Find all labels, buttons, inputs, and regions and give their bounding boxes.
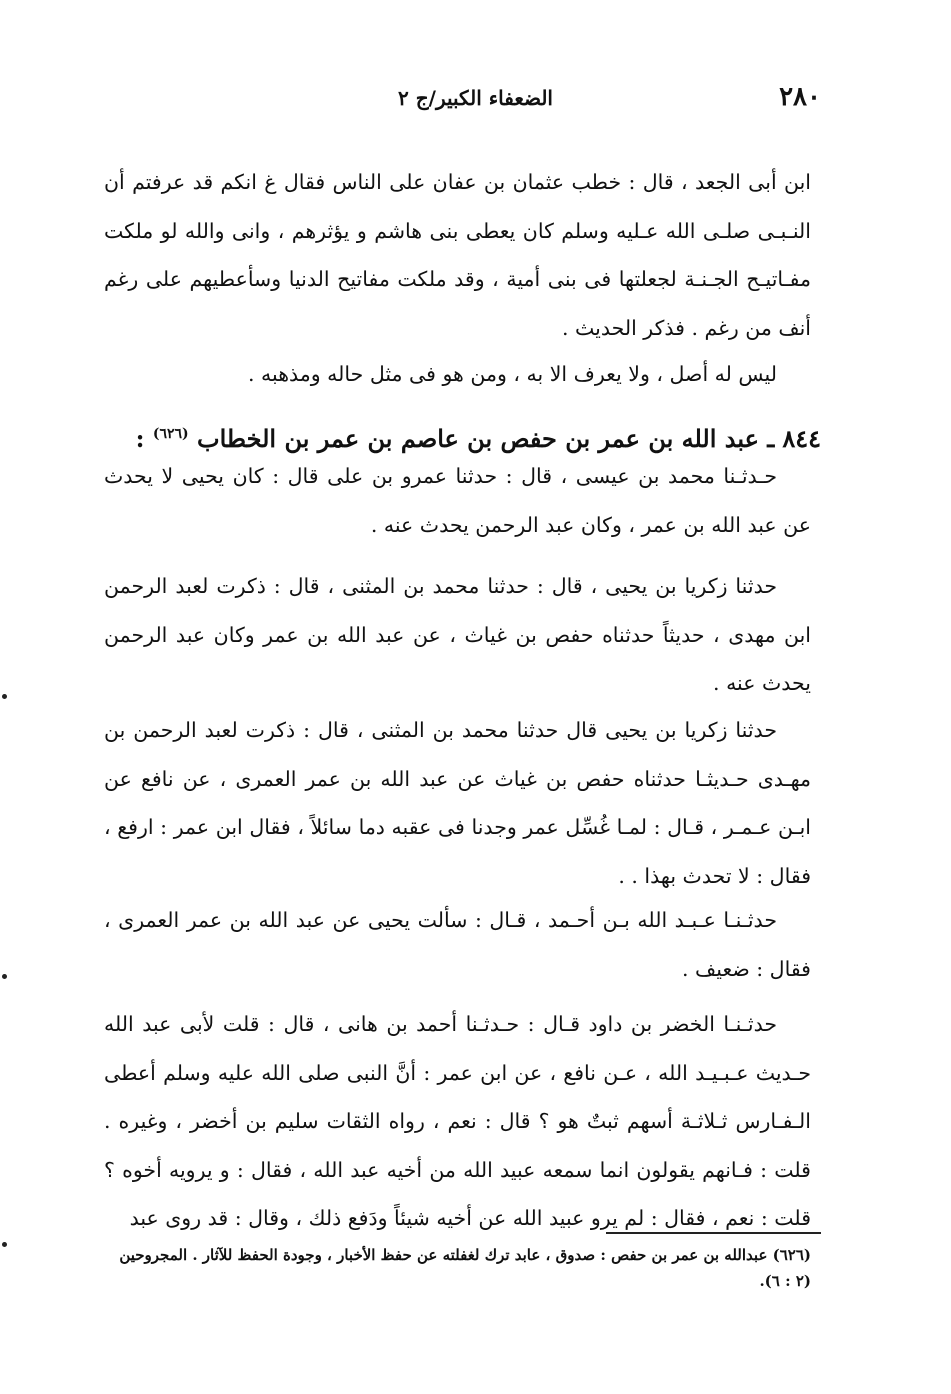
scan-mark [2, 1242, 7, 1247]
narration-3: حدثنا زكريا بن يحيى قال حدثنا محمد بن المثنى ، قال : ذكرت لعبد الرحمن بن مهـدى حـديثـا حدثناه حفص بن غياث عن عبد الله بن عمر العمرى ، عن نافع عن ابـن عـمـر ، قـال : لمـا غُسِّل عمر وجدنا فى عقبه دما سائلاً ، فقال ابن عمر : ارفع ، فقال : لا تحدث بهذا . . [104, 718, 811, 888]
entry-number: ٨٤٤ [782, 424, 821, 453]
entry-colon: : [135, 424, 145, 453]
footnote: (٦٢٦) عبدالله بن عمر بن حفص : صدوق ، عابد ترك لغفلته عن حفظ الأخبار ، وجودة الحفظ للآثار . المجروحين (٢ : ٦). [119, 1246, 811, 1290]
entry-title: ـ عبد الله بن عمر بن حفص بن عاصم بن عمر بن الخطاب [197, 424, 775, 453]
paragraph-intro: ابن أبى الجعد ، قال : خطب عثمان بن عفان على الناس فقال غ انكم قد عرفتم أن النـبـى صلـى الله عـليه وسلم كان يعطى بنى هاشم و يؤثرهم ، وانى والله لو ملكت مفـاتيـح الجـنـة لجعلتها فى بنى أمية ، وقد ملكت مفاتيح الدنيا وسأعطيهم على رغم أنف من رغم . فذكر الحديث . [104, 170, 811, 340]
footnote-reference: (٦٢٦) [152, 426, 189, 442]
narration-5: حدثـنـا الخضر بن داود قـال : حـدثـنا أحمد بن هانى ، قال : قلت لأبى عبد الله حـديث عـبـيـد الله ، عـن نافع ، عن ابن عمر : أنَّ النبى صلى الله عليه وسلم أعطى الـفـارس ثـلاثـة أسهم ثبتٌ هو ؟ قال : نعم ، رواه الثقات سليم بن أخضر ، وغيره . قلت : فـانهم يقولون انما سمعه عبيد الله من أخيه عبد الله ، فقال : و يرويه أخوه ؟ قلت : نعم ، فقال : لم يرو عبيد الله عن أخيه شيئاً ودَفع ذلك ، وقال : قد روى عبد [104, 1012, 811, 1230]
narration-2: حدثنا زكريا بن يحيى ، قال : حدثنا محمد بن المثنى ، قال : ذكرت لعبد الرحمن ابن مهدى ، حديثاً حدثناه حفص بن غياث ، عن عبد الله بن عمر وكان عبد الرحمن يحدث عنه . [104, 574, 811, 695]
page-number: ٢٨٠ [779, 82, 821, 112]
running-title: الضعفاء الكبير/ج ٢ [398, 86, 553, 110]
scan-mark [2, 694, 7, 699]
narration-4: حدثـنـا عـبـد الله بـن أحـمد ، قـال : سألت يحيى عن عبد الله بن عمر العمرى ، فقال : ضعيف . [104, 908, 811, 981]
paragraph-judgment: ليس له أصل ، ولا يعرف الا به ، ومن هو فى مثل حاله ومذهبه . [247, 362, 777, 386]
narration-1: حـدثـنا محمد بن عيسى ، قال : حدثنا عمرو بن على قال : كان يحيى لا يحدث عن عبد الله بن عمر ، وكان عبد الرحمن يحدث عنه . [104, 464, 811, 537]
page-header [130, 82, 821, 118]
scan-mark [2, 974, 7, 979]
footnote-divider [606, 1232, 821, 1234]
